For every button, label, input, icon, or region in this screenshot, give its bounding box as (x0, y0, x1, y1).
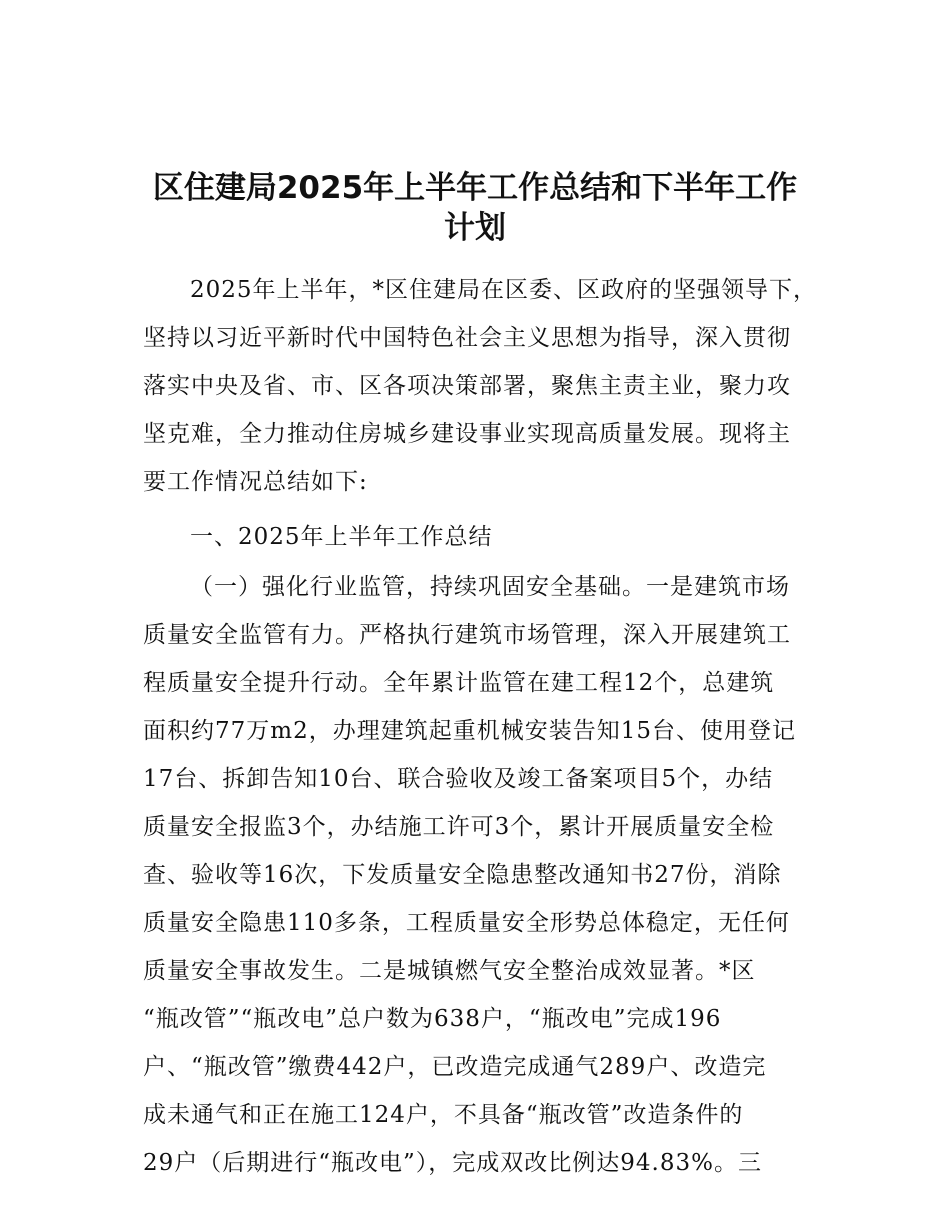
paragraph-line: 查、验收等16次，下发质量安全隐患整改通知书27份，消除 (143, 862, 782, 888)
paragraph-line: 质量安全事故发生。二是城镇燃气安全整治成效显著。*区 (143, 958, 756, 984)
paragraph-line: 面积约77万m2，办理建筑起重机械安装告知15台、使用登记 (143, 718, 796, 744)
paragraph-line: 户、“瓶改管”缴费442户，已改造完成通气289户、改造完 (143, 1054, 767, 1080)
paragraph-line: 质量安全报监3个，办结施工许可3个，累计开展质量安全检 (143, 814, 775, 840)
paragraph-line: 29户（后期进行“瓶改电”），完成双改比例达94.83%。三 (143, 1150, 762, 1176)
paragraph-line: 落实中央及省、市、区各项决策部署，聚焦主责主业，聚力攻 (143, 373, 791, 399)
paragraph-line: （一）强化行业监管，持续巩固安全基础。一是建筑市场 (190, 574, 790, 600)
paragraph-line: 程质量安全提升行动。全年累计监管在建工程12个，总建筑 (143, 670, 775, 696)
paragraph-line: “瓶改管”“瓶改电”总户数为638户，“瓶改电”完成196 (143, 1006, 722, 1032)
document-title-line-2: 计划 (444, 210, 506, 246)
paragraph-line: 坚克难，全力推动住房城乡建设事业实现高质量发展。现将主 (143, 421, 791, 447)
paragraph-line: 成未通气和正在施工124户，不具备“瓶改管”改造条件的 (143, 1102, 744, 1128)
paragraph-line: 要工作情况总结如下: (143, 469, 368, 495)
paragraph-line: 质量安全隐患110多条，工程质量安全形势总体稳定，无任何 (143, 910, 790, 936)
paragraph-line: 坚持以习近平新时代中国特色社会主义思想为指导，深入贯彻 (143, 325, 791, 351)
document-title-line-1: 区住建局2025年上半年工作总结和下半年工作 (152, 170, 798, 206)
paragraph-line: 质量安全监管有力。严格执行建筑市场管理，深入开展建筑工 (143, 622, 791, 648)
paragraph-line: 2025年上半年，*区住建局在区委、区政府的坚强领导下， (190, 277, 818, 303)
paragraph-line: 17台、拆卸告知10台、联合验收及竣工备案项目5个，办结 (143, 766, 774, 792)
section-heading: 一、2025年上半年工作总结 (190, 524, 493, 550)
